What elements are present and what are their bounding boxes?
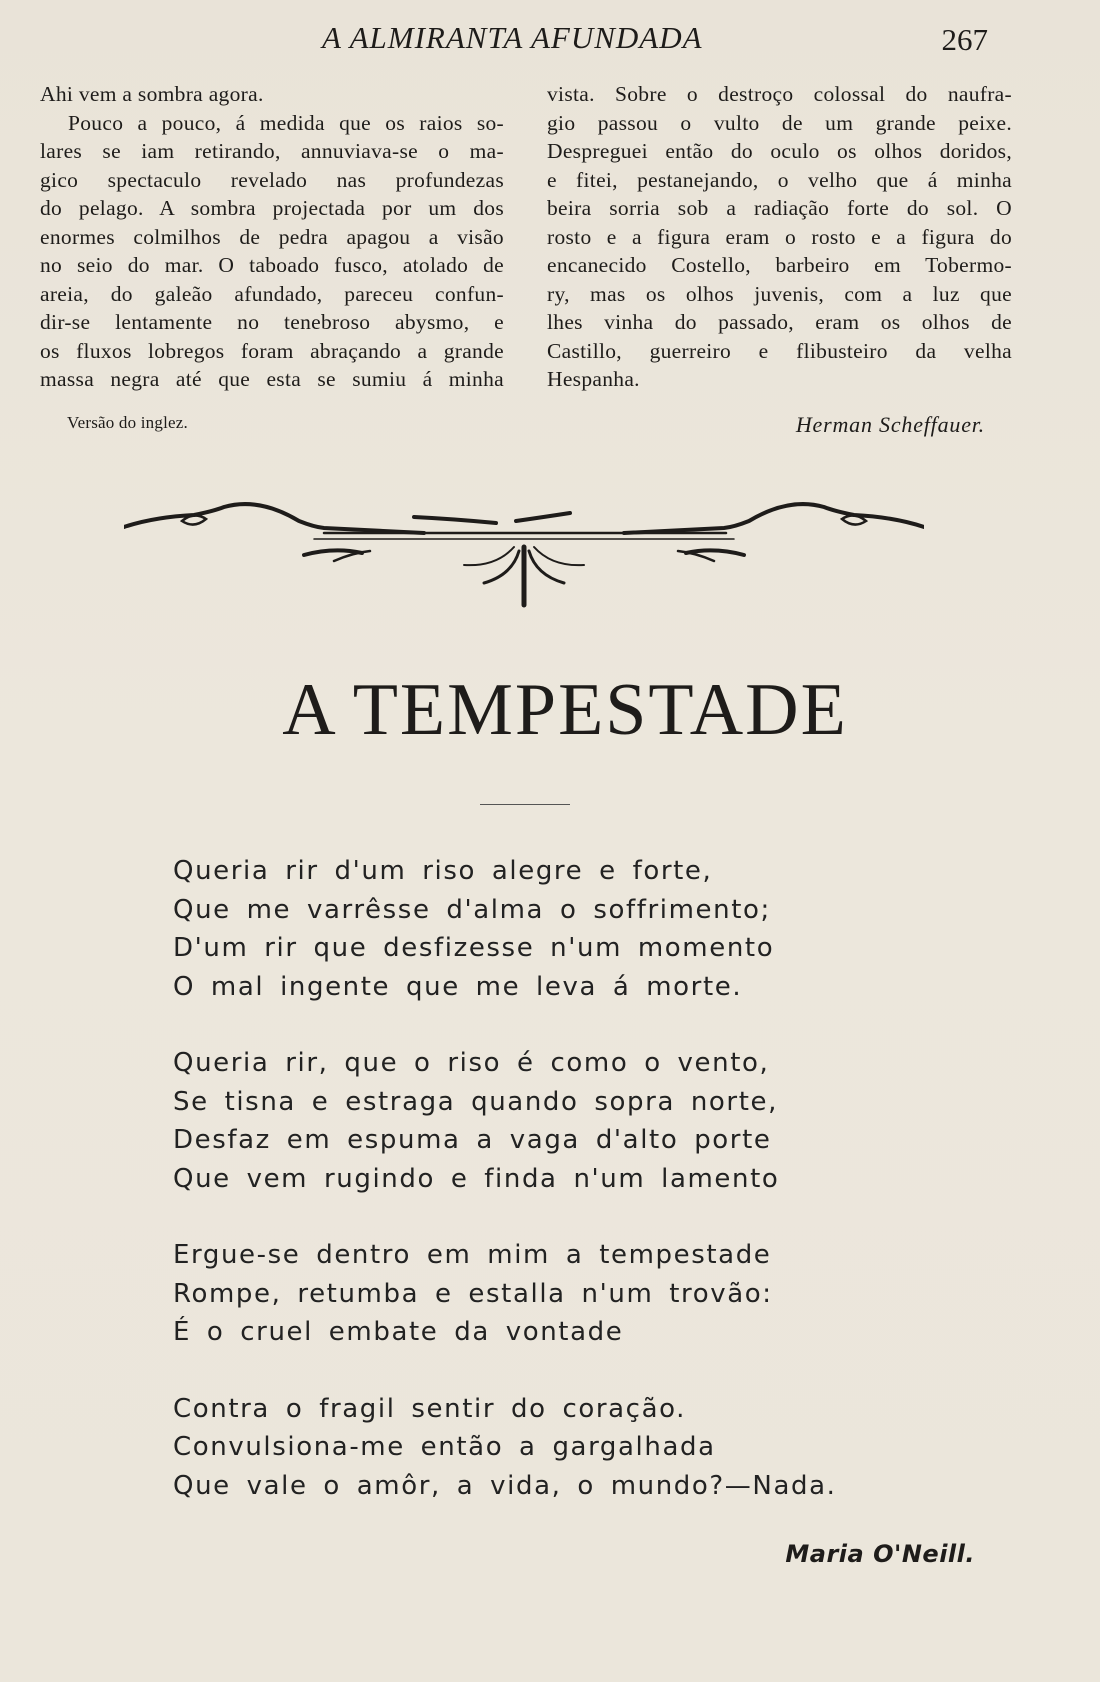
- running-head: [0, 18, 1100, 62]
- paragraph-line: enormes colmilhos de pedra apagou a visão: [40, 224, 504, 249]
- paragraph-line: Hespanha.: [547, 367, 640, 391]
- verse-line: Que vem rugindo e finda n'um lamento: [173, 1163, 780, 1194]
- paragraph-line: gico spectaculo revelado nas profundezas: [40, 167, 504, 192]
- verse-line: Que vale o amôr, a vida, o mundo?—Nada.: [173, 1470, 837, 1501]
- paragraph-line: lares se iam retirando, annuviava-se o ma-: [40, 139, 504, 163]
- paragraph-line: massa negra até que esta se sumiu á minha: [40, 367, 504, 391]
- paragraph-line: Despreguei então do oculo os olhos doridos,: [547, 139, 1012, 163]
- paragraph-line: Castillo, guerreiro e flibusteiro da velha: [547, 338, 1012, 363]
- verse-line: É o cruel embate da vontade: [173, 1317, 624, 1347]
- ornamental-divider-icon: [124, 495, 924, 615]
- stanza: [173, 1390, 837, 1506]
- translator-credit: Herman Scheffauer.: [795, 412, 985, 437]
- title-rule: [480, 804, 570, 805]
- paragraph-line: areia, do galeão afundado, pareceu confun-: [40, 281, 504, 306]
- paragraph-line: ry, mas os olhos juvenis, com a luz que: [547, 281, 1012, 306]
- paragraph-line: no seio do mar. O taboado fusco, atolado de: [40, 253, 504, 277]
- verse-line: Ergue-se dentro em mim a tempestade: [173, 1240, 772, 1270]
- paragraph-line: do pelago. A sombra projectada por um dos: [40, 196, 504, 220]
- poem-author: Maria O'Neill.: [785, 1540, 975, 1568]
- paragraph-line: os fluxos lobregos foram abraçando a grande: [40, 338, 504, 363]
- poem-title: A TEMPESTADE: [282, 669, 848, 751]
- translation-note: Versão do inglez.: [67, 413, 188, 432]
- left-column: [40, 80, 504, 394]
- verse-line: Rompe, retumba e estalla n'um trovão:: [173, 1278, 773, 1309]
- poem-body: [173, 852, 837, 1543]
- verse-line: Desfaz em espuma a vaga d'alto porte: [173, 1125, 772, 1155]
- stanza: [173, 852, 837, 1006]
- paragraph-line: lhes vinha do passado, eram os olhos de: [547, 310, 1012, 334]
- paragraph-line: encanecido Costello, barbeiro em Tobermo-: [547, 253, 1012, 277]
- paragraph-line: Pouco a pouco, á medida que os raios so-: [68, 110, 504, 135]
- verse-line: Se tisna e estraga quando sopra norte,: [173, 1086, 778, 1117]
- paragraph-line: Ahi vem a sombra agora.: [40, 82, 264, 106]
- verse-line: O mal ingente que me leva á morte.: [173, 971, 743, 1002]
- verse-line: Que me varrêsse d'alma o soffrimento;: [173, 894, 771, 925]
- stanza: [173, 1044, 837, 1198]
- stanza: [173, 1236, 837, 1352]
- paragraph-line: beira sorria sob a radiação forte do sol. O: [547, 196, 1012, 220]
- verse-line: Queria rir, que o riso é como o vento,: [173, 1048, 770, 1078]
- paragraph-line: gio passou o vulto de um grande peixe.: [547, 110, 1012, 135]
- verse-line: Contra o fragil sentir do coração.: [173, 1393, 687, 1424]
- paragraph-line: dir-se lentamente no tenebroso abysmo, e: [40, 310, 504, 334]
- verse-line: Queria rir d'um riso alegre e forte,: [173, 856, 713, 886]
- verse-line: Convulsiona-me então a gargalhada: [173, 1432, 716, 1462]
- right-column: [547, 80, 1012, 394]
- verse-line: D'um rir que desfizesse n'um momento: [173, 933, 775, 963]
- page-number: 267: [941, 22, 988, 57]
- running-title: A ALMIRANTA AFUNDADA: [322, 20, 703, 55]
- paragraph-line: rosto e a figura eram o rosto e a figura do: [547, 224, 1012, 249]
- paragraph-line: e fitei, pestanejando, o velho que á minha: [547, 167, 1012, 192]
- paragraph-line: vista. Sobre o destroço colossal do naufra-: [547, 82, 1012, 106]
